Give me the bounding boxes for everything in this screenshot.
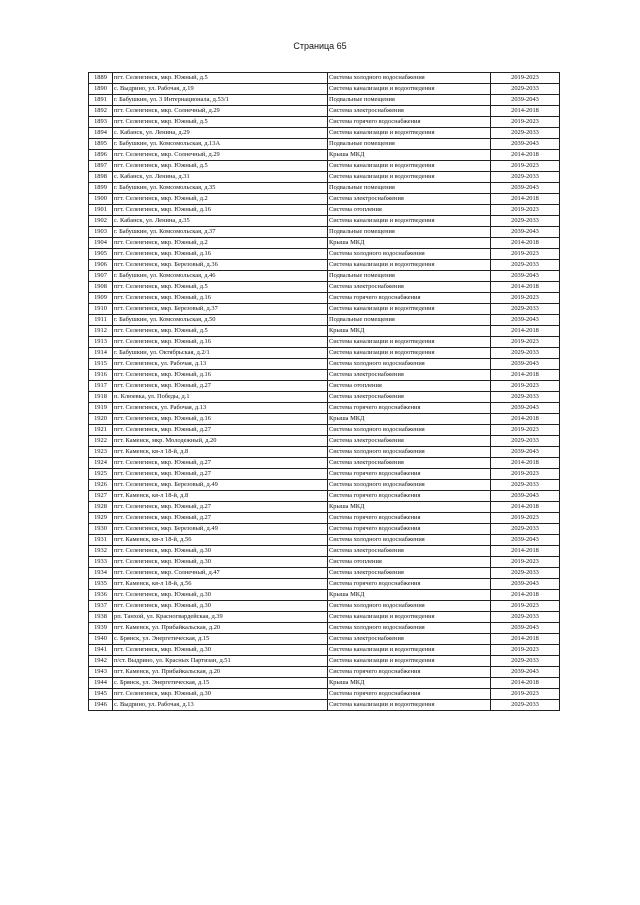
row-address: пгт. Селенгинск, мкр. Южный, д.16: [113, 249, 328, 260]
row-address: пгт. Селенгинск, мкр. Березовый, д.49: [113, 480, 328, 491]
row-system: Система электроснабжения: [328, 370, 491, 381]
row-address: пгт. Каменск, кв-л 18-й, д.56: [113, 579, 328, 590]
row-address: пгт. Каменск, ул. Прибайкальская, д.20: [113, 623, 328, 634]
row-address: пгт. Селенгинск, мкр. Южный, д.5: [113, 282, 328, 293]
row-address: с. Кабанск, ул. Ленина, д.35: [113, 216, 328, 227]
row-period: 2029-2033: [491, 656, 560, 667]
row-period: 2039-2043: [491, 271, 560, 282]
table-row: [89, 117, 560, 128]
row-period: 2014-2018: [491, 546, 560, 557]
row-number: 1932: [89, 546, 113, 557]
row-period: 2039-2043: [491, 183, 560, 194]
row-number: 1939: [89, 623, 113, 634]
row-address: г. Бабушкин, ул. Октябрьская, д.2/1: [113, 348, 328, 359]
row-period: 2029-2033: [491, 216, 560, 227]
row-period: 2029-2033: [491, 260, 560, 271]
row-system: Система холодного водоснабжения: [328, 623, 491, 634]
table-row: [89, 568, 560, 579]
row-number: 1906: [89, 260, 113, 271]
table-row: [89, 436, 560, 447]
row-address: пгт. Селенгинск, мкр. Южный, д.16: [113, 337, 328, 348]
row-address: пгт. Селенгинск, мкр. Южный, д.27: [113, 513, 328, 524]
table-row: [89, 271, 560, 282]
row-period: 2019-2023: [491, 601, 560, 612]
row-number: 1946: [89, 700, 113, 711]
table-row: [89, 381, 560, 392]
row-system: Система холодного водоснабжения: [328, 249, 491, 260]
table-row: [89, 480, 560, 491]
row-number: 1942: [89, 656, 113, 667]
row-address: с. Кабанск, ул. Ленина, д.29: [113, 128, 328, 139]
row-number: 1924: [89, 458, 113, 469]
row-address: пгт. Селенгинск, мкр. Березовый, д.37: [113, 304, 328, 315]
row-period: 2029-2033: [491, 436, 560, 447]
row-system: Система электроснабжения: [328, 568, 491, 579]
table-row: [89, 425, 560, 436]
row-period: 2039-2043: [491, 227, 560, 238]
row-number: 1902: [89, 216, 113, 227]
row-number: 1925: [89, 469, 113, 480]
row-period: 2014-2018: [491, 150, 560, 161]
row-number: 1905: [89, 249, 113, 260]
row-address: с. Брянск, ул. Энергетическая, д.15: [113, 634, 328, 645]
row-number: 1929: [89, 513, 113, 524]
row-number: 1926: [89, 480, 113, 491]
row-number: 1921: [89, 425, 113, 436]
row-system: Система холодного водоснабжения: [328, 447, 491, 458]
row-number: 1903: [89, 227, 113, 238]
row-address: с. Брянск, ул. Энергетическая, д.15: [113, 678, 328, 689]
row-period: 2039-2043: [491, 139, 560, 150]
row-period: 2014-2018: [491, 590, 560, 601]
table-row: [89, 194, 560, 205]
row-address: пгт. Каменск, кв-л 18-й, д.8: [113, 447, 328, 458]
table-row: [89, 161, 560, 172]
row-system: Система электроснабжения: [328, 634, 491, 645]
row-system: Система отопления: [328, 205, 491, 216]
row-system: Система электроснабжения: [328, 194, 491, 205]
row-system: Система горячего водоснабжения: [328, 513, 491, 524]
row-address: пгт. Селенгинск, мкр. Южный, д.5: [113, 117, 328, 128]
row-period: 2029-2033: [491, 524, 560, 535]
table-row: [89, 469, 560, 480]
register-table: [88, 72, 560, 711]
row-period: 2019-2023: [491, 513, 560, 524]
table-row: [89, 546, 560, 557]
row-address: пгт. Селенгинск, мкр. Солнечный, д.29: [113, 150, 328, 161]
row-address: пгт. Селенгинск, мкр. Южный, д.16: [113, 293, 328, 304]
row-address: п. Клюевка, ул. Победы, д.1: [113, 392, 328, 403]
row-address: пгт. Селенгинск, мкр. Березовый, д.36: [113, 260, 328, 271]
row-address: пгт. Каменск, мкр. Молодежный, д.20: [113, 436, 328, 447]
table-row: [89, 370, 560, 381]
row-system: Система горячего водоснабжения: [328, 667, 491, 678]
row-period: 2029-2033: [491, 392, 560, 403]
row-address: пгт. Селенгинск, мкр. Южный, д.27: [113, 502, 328, 513]
row-number: 1914: [89, 348, 113, 359]
row-address: пгт. Селенгинск, мкр. Южный, д.2: [113, 194, 328, 205]
row-number: 1937: [89, 601, 113, 612]
row-address: пгт. Селенгинск, мкр. Южный, д.30: [113, 546, 328, 557]
row-system: Система канализации и водоотведения: [328, 84, 491, 95]
row-period: 2039-2043: [491, 491, 560, 502]
table-row: [89, 172, 560, 183]
row-number: 1913: [89, 337, 113, 348]
row-address: пгт. Селенгинск, мкр. Южный, д.16: [113, 370, 328, 381]
row-number: 1941: [89, 645, 113, 656]
row-address: пгт. Селенгинск, мкр. Южный, д.16: [113, 205, 328, 216]
row-system: Крыша МКД: [328, 238, 491, 249]
row-system: Система холодного водоснабжения: [328, 535, 491, 546]
row-system: Система отопления: [328, 557, 491, 568]
row-address: пгт. Селенгинск, мкр. Южный, д.27: [113, 458, 328, 469]
table-row: [89, 689, 560, 700]
row-period: 2019-2023: [491, 689, 560, 700]
row-number: 1922: [89, 436, 113, 447]
row-system: Система горячего водоснабжения: [328, 117, 491, 128]
row-system: Система горячего водоснабжения: [328, 293, 491, 304]
row-number: 1927: [89, 491, 113, 502]
row-period: 2019-2023: [491, 425, 560, 436]
table-row: [89, 557, 560, 568]
table-row: [89, 249, 560, 260]
row-system: Система канализации и водоотведения: [328, 161, 491, 172]
table-row: [89, 326, 560, 337]
row-system: Система горячего водоснабжения: [328, 524, 491, 535]
row-period: 2029-2033: [491, 304, 560, 315]
row-period: 2019-2023: [491, 293, 560, 304]
row-system: Система холодного водоснабжения: [328, 601, 491, 612]
row-period: 2019-2023: [491, 645, 560, 656]
row-period: 2039-2043: [491, 579, 560, 590]
table-row: [89, 315, 560, 326]
row-period: 2014-2018: [491, 282, 560, 293]
row-number: 1919: [89, 403, 113, 414]
row-system: Система канализации и водоотведения: [328, 216, 491, 227]
row-period: 2014-2018: [491, 194, 560, 205]
table-row: [89, 634, 560, 645]
row-address: с. Выдрино, ул. Рабочая, д.19: [113, 84, 328, 95]
row-system: Система горячего водоснабжения: [328, 491, 491, 502]
row-period: 2039-2043: [491, 95, 560, 106]
row-address: пгт. Селенгинск, мкр. Солнечный, д.47: [113, 568, 328, 579]
row-system: Система отопления: [328, 381, 491, 392]
table-row: [89, 183, 560, 194]
row-period: 2019-2023: [491, 249, 560, 260]
row-address: г. Бабушкин, ул. Комсомольская, д.35: [113, 183, 328, 194]
row-system: Система горячего водоснабжения: [328, 689, 491, 700]
row-period: 2029-2033: [491, 348, 560, 359]
row-address: пгт. Селенгинск, мкр. Южный, д.30: [113, 645, 328, 656]
table-row: [89, 128, 560, 139]
row-number: 1923: [89, 447, 113, 458]
row-number: 1911: [89, 315, 113, 326]
row-system: Подвальные помещения: [328, 183, 491, 194]
row-system: Система канализации и водоотведения: [328, 612, 491, 623]
row-address: пгт. Селенгинск, мкр. Южный, д.27: [113, 469, 328, 480]
row-period: 2014-2018: [491, 238, 560, 249]
row-period: 2019-2023: [491, 469, 560, 480]
table-row: [89, 447, 560, 458]
row-address: пгт. Селенгинск, мкр. Южный, д.16: [113, 414, 328, 425]
row-number: 1918: [89, 392, 113, 403]
table-row: [89, 535, 560, 546]
table-row: [89, 227, 560, 238]
row-period: 2039-2043: [491, 623, 560, 634]
row-system: Система холодного водоснабжения: [328, 73, 491, 84]
row-system: Система канализации и водоотведения: [328, 645, 491, 656]
row-period: 2019-2023: [491, 205, 560, 216]
row-period: 2014-2018: [491, 678, 560, 689]
table-row: [89, 524, 560, 535]
row-number: 1915: [89, 359, 113, 370]
row-address: п/ст. Выдрино, ул. Красных Партизан, д.51: [113, 656, 328, 667]
table-row: [89, 337, 560, 348]
row-number: 1901: [89, 205, 113, 216]
row-address: пгт. Селенгинск, мкр. Солнечный, д.29: [113, 106, 328, 117]
row-number: 1890: [89, 84, 113, 95]
row-period: 2029-2033: [491, 568, 560, 579]
table-row: [89, 601, 560, 612]
row-system: Система канализации и водоотведения: [328, 348, 491, 359]
row-address: пгт. Каменск, кв-л 18-й, д.56: [113, 535, 328, 546]
table-row: [89, 392, 560, 403]
table-row: [89, 502, 560, 513]
row-system: Подвальные помещения: [328, 95, 491, 106]
row-system: Подвальные помещения: [328, 271, 491, 282]
row-number: 1889: [89, 73, 113, 84]
row-number: 1934: [89, 568, 113, 579]
row-system: Система канализации и водоотведения: [328, 700, 491, 711]
row-system: Крыша МКД: [328, 590, 491, 601]
row-period: 2039-2043: [491, 359, 560, 370]
row-number: 1904: [89, 238, 113, 249]
row-system: Крыша МКД: [328, 678, 491, 689]
row-number: 1936: [89, 590, 113, 601]
row-number: 1894: [89, 128, 113, 139]
row-number: 1898: [89, 172, 113, 183]
row-number: 1896: [89, 150, 113, 161]
row-number: 1940: [89, 634, 113, 645]
row-period: 2019-2023: [491, 337, 560, 348]
row-address: с. Выдрино, ул. Рабочая, д.13: [113, 700, 328, 711]
row-period: 2029-2033: [491, 128, 560, 139]
table-row: [89, 304, 560, 315]
table-row: [89, 579, 560, 590]
row-address: пгт. Селенгинск, мкр. Березовый, д.49: [113, 524, 328, 535]
table-row: [89, 458, 560, 469]
row-system: Система канализации и водоотведения: [328, 260, 491, 271]
table-row: [89, 359, 560, 370]
row-number: 1910: [89, 304, 113, 315]
row-system: Система холодного водоснабжения: [328, 359, 491, 370]
row-system: Система электроснабжения: [328, 106, 491, 117]
table-row: [89, 150, 560, 161]
table-row: [89, 656, 560, 667]
table-row: [89, 282, 560, 293]
row-period: 2019-2023: [491, 381, 560, 392]
row-period: 2039-2043: [491, 315, 560, 326]
table-row: [89, 260, 560, 271]
row-number: 1893: [89, 117, 113, 128]
row-system: Система канализации и водоотведения: [328, 337, 491, 348]
row-system: Подвальные помещения: [328, 139, 491, 150]
table-row: [89, 414, 560, 425]
row-address: г. Бабушкин, ул. Комсомольская, д.46: [113, 271, 328, 282]
row-system: Крыша МКД: [328, 326, 491, 337]
table-row: [89, 106, 560, 117]
row-period: 2019-2023: [491, 557, 560, 568]
row-system: Система холодного водоснабжения: [328, 425, 491, 436]
table-body: [89, 73, 560, 711]
row-number: 1897: [89, 161, 113, 172]
row-system: Крыша МКД: [328, 502, 491, 513]
row-number: 1933: [89, 557, 113, 568]
row-period: 2014-2018: [491, 458, 560, 469]
table-row: [89, 667, 560, 678]
row-number: 1892: [89, 106, 113, 117]
row-address: пгт. Селенгинск, мкр. Южный, д.30: [113, 689, 328, 700]
row-number: 1930: [89, 524, 113, 535]
table-row: [89, 73, 560, 84]
row-period: 2039-2043: [491, 667, 560, 678]
row-number: 1891: [89, 95, 113, 106]
row-system: Система канализации и водоотведения: [328, 128, 491, 139]
row-system: Система электроснабжения: [328, 282, 491, 293]
row-address: пгт. Селенгинск, мкр. Южный, д.5: [113, 161, 328, 172]
row-address: пгт. Каменск, ул. Прибайкальская, д.20: [113, 667, 328, 678]
row-system: Система канализации и водоотведения: [328, 304, 491, 315]
row-system: Крыша МКД: [328, 150, 491, 161]
table-row: [89, 84, 560, 95]
row-address: пгт. Селенгинск, ул. Рабочая, д.13: [113, 359, 328, 370]
row-number: 1900: [89, 194, 113, 205]
row-period: 2014-2018: [491, 370, 560, 381]
row-system: Система канализации и водоотведения: [328, 656, 491, 667]
row-system: Система канализации и водоотведения: [328, 172, 491, 183]
row-number: 1944: [89, 678, 113, 689]
table-row: [89, 612, 560, 623]
row-address: рп. Танхой, ул. Красногвардейская, д.39: [113, 612, 328, 623]
row-period: 2014-2018: [491, 414, 560, 425]
row-period: 2019-2023: [491, 117, 560, 128]
row-address: пгт. Селенгинск, мкр. Южный, д.5: [113, 326, 328, 337]
row-number: 1931: [89, 535, 113, 546]
row-period: 2014-2018: [491, 326, 560, 337]
table-row: [89, 95, 560, 106]
table-row: [89, 678, 560, 689]
row-address: пгт. Селенгинск, мкр. Южный, д.30: [113, 601, 328, 612]
row-address: пгт. Селенгинск, ул. Рабочая, д.13: [113, 403, 328, 414]
table-row: [89, 645, 560, 656]
row-address: пгт. Селенгинск, мкр. Южный, д.27: [113, 381, 328, 392]
row-address: пгт. Селенгинск, мкр. Южный, д.27: [113, 425, 328, 436]
row-period: 2039-2043: [491, 535, 560, 546]
row-period: 2029-2033: [491, 480, 560, 491]
table-row: [89, 590, 560, 601]
row-number: 1945: [89, 689, 113, 700]
table-row: [89, 403, 560, 414]
row-address: г. Бабушкин, ул. Комсомольская, д.37: [113, 227, 328, 238]
row-period: 2039-2043: [491, 403, 560, 414]
row-address: пгт. Каменск, кв-л 18-й, д.8: [113, 491, 328, 502]
row-system: Крыша МКД: [328, 414, 491, 425]
row-period: 2019-2023: [491, 161, 560, 172]
row-system: Подвальные помещения: [328, 227, 491, 238]
table-row: [89, 139, 560, 150]
row-period: 2014-2018: [491, 106, 560, 117]
row-system: Система горячего водоснабжения: [328, 403, 491, 414]
page-title: Страница 65: [293, 41, 347, 51]
row-period: 2014-2018: [491, 634, 560, 645]
row-period: 2029-2033: [491, 612, 560, 623]
row-system: Система горячего водоснабжения: [328, 579, 491, 590]
row-number: 1899: [89, 183, 113, 194]
table-row: [89, 205, 560, 216]
row-address: г. Бабушкин, ул. Комсомольская, д.50: [113, 315, 328, 326]
row-number: 1908: [89, 282, 113, 293]
row-system: Система электроснабжения: [328, 392, 491, 403]
row-number: 1928: [89, 502, 113, 513]
row-system: Система холодного водоснабжения: [328, 480, 491, 491]
row-number: 1920: [89, 414, 113, 425]
row-period: 2029-2033: [491, 84, 560, 95]
row-period: 2039-2043: [491, 447, 560, 458]
row-number: 1935: [89, 579, 113, 590]
table-row: [89, 348, 560, 359]
row-number: 1938: [89, 612, 113, 623]
row-system: Система электроснабжения: [328, 546, 491, 557]
row-address: пгт. Селенгинск, мкр. Южный, д.2: [113, 238, 328, 249]
table-row: [89, 216, 560, 227]
row-address: пгт. Селенгинск, мкр. Южный, д.30: [113, 557, 328, 568]
row-system: Система электроснабжения: [328, 458, 491, 469]
row-address: пгт. Селенгинск, мкр. Южный, д.30: [113, 590, 328, 601]
row-number: 1912: [89, 326, 113, 337]
row-number: 1916: [89, 370, 113, 381]
row-number: 1895: [89, 139, 113, 150]
table-row: [89, 293, 560, 304]
table-row: [89, 491, 560, 502]
row-number: 1909: [89, 293, 113, 304]
table-row: [89, 513, 560, 524]
row-address: г. Бабушкин, ул. 3 Интернационала, д.53/1: [113, 95, 328, 106]
table-row: [89, 700, 560, 711]
row-number: 1917: [89, 381, 113, 392]
row-number: 1907: [89, 271, 113, 282]
row-address: с. Кабанск, ул. Ленина, д.31: [113, 172, 328, 183]
row-system: Подвальные помещения: [328, 315, 491, 326]
table-row: [89, 623, 560, 634]
table-row: [89, 238, 560, 249]
row-system: Система электроснабжения: [328, 436, 491, 447]
row-number: 1943: [89, 667, 113, 678]
row-period: 2029-2033: [491, 700, 560, 711]
row-period: 2029-2033: [491, 172, 560, 183]
row-system: Система горячего водоснабжения: [328, 469, 491, 480]
row-address: пгт. Селенгинск, мкр. Южный, д.5: [113, 73, 328, 84]
row-address: г. Бабушкин, ул. Комсомольская, д.13А: [113, 139, 328, 150]
row-period: 2014-2018: [491, 502, 560, 513]
row-period: 2019-2023: [491, 73, 560, 84]
